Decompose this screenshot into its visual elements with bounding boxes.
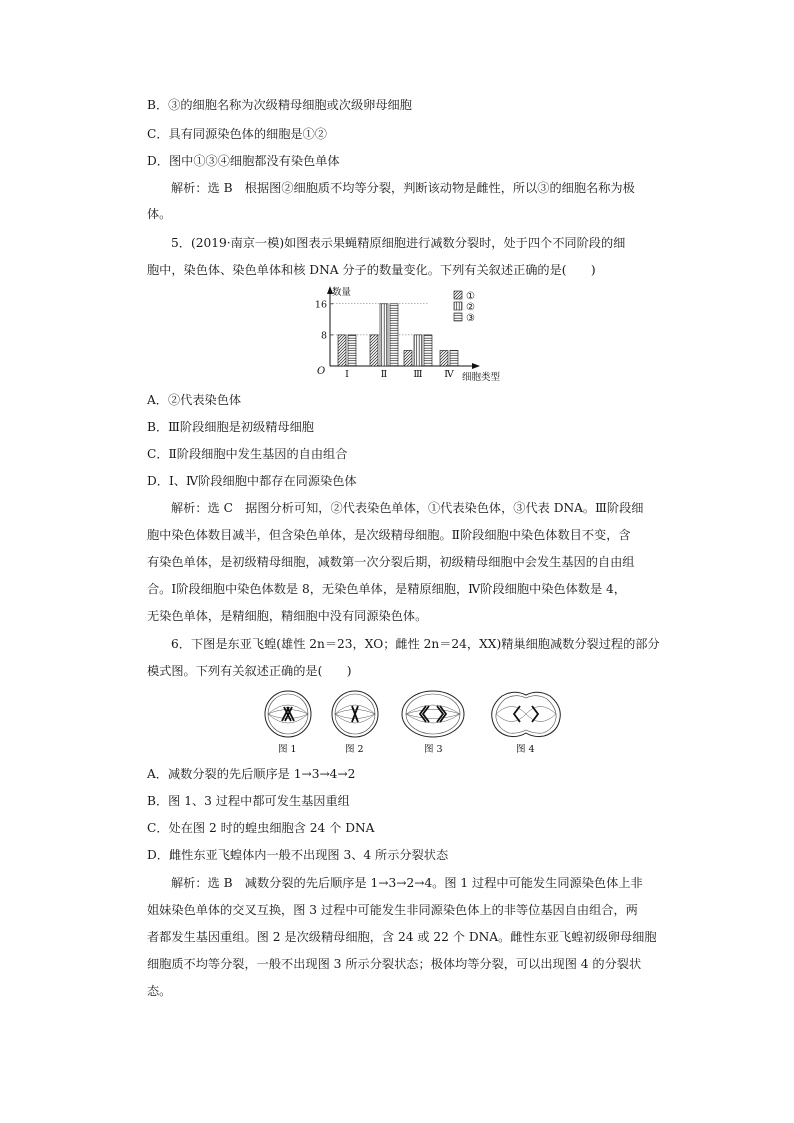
q5-option-d: D．Ⅰ、Ⅳ阶段细胞中都存在同源染色体 <box>147 474 357 488</box>
q6-stem-line-2: 模式图。下列有关叙述正确的是( ) <box>147 664 352 678</box>
q5-explanation-line-3: 有染色单体，是初级精母细胞，减数第一次分裂后期，初级精母细胞中会发生基因的自由组 <box>147 555 635 569</box>
q6-explanation-line-4: 细胞质不均等分裂，一般不出现图 3 所示分裂状态；极体均等分裂，可以出现图 4 的分裂状 <box>147 957 642 971</box>
q6-option-a: A．减数分裂的先后顺序是 1→3→4→2 <box>147 767 356 781</box>
figure-4-label: 图 4 <box>516 744 535 755</box>
chart-ylabel: 数量 <box>332 287 352 298</box>
chart-legend-label: ② <box>466 302 475 313</box>
figure-1-cell <box>265 691 311 737</box>
q4-explanation-line-2: 体。 <box>147 207 172 221</box>
q5-explanation-line-4: 合。Ⅰ阶段细胞中染色体数是 8，无染色单体，是精原细胞，Ⅳ阶段细胞中染色体数是 4， <box>147 582 626 596</box>
chart-bar <box>440 350 448 366</box>
q6-option-b: B．图 1、3 过程中都可发生基因重组 <box>147 794 350 808</box>
chart-bar <box>404 350 412 366</box>
chart-x-tick-label: Ⅲ <box>413 369 423 380</box>
q6-stem-line-1: 6．下图是东亚飞蝗(雄性 2n＝23，XO；雌性 2n＝24，XX)精巢细胞减数分裂过程的部分 <box>171 637 660 651</box>
chart-xlabel: 细胞类型 <box>462 372 501 383</box>
chart-bar <box>414 335 422 366</box>
figure-2-cell <box>332 691 378 737</box>
q6-explanation-line-1: 解析：选 B 减数分裂的先后顺序是 1→3→2→4。图 1 过程中可能发生同源染色体上非 <box>171 876 643 890</box>
figure-2-chromosome <box>352 706 358 722</box>
chart-x-tick-label: Ⅰ <box>345 369 349 380</box>
q6-explanation-line-2: 姐妹染色单体的交叉互换，图 3 过程中可能发生非同源染色体上的非等位基因自由组合，两 <box>147 903 638 917</box>
figure-4-cell <box>492 692 561 736</box>
q6-option-d: D．雌性东亚飞蝗体内一般不出现图 3、4 所示分裂状态 <box>147 848 449 862</box>
chart-bar <box>380 304 388 366</box>
chart-origin-label: O <box>317 366 326 377</box>
chart-legend-swatch <box>454 302 462 310</box>
figure-3-chromosomes <box>420 706 446 722</box>
q5-stem-line-1: 5．(2019·南京一模)如图表示果蝇精原细胞进行减数分裂时，处于四个不同阶段的细 <box>171 236 626 250</box>
chart-legend-swatch <box>454 291 462 299</box>
q5-stem-line-2: 胞中，染色体、染色单体和核 DNA 分子的数量变化。下列有关叙述正确的是( ) <box>147 263 596 277</box>
chart-y-tick-label: 16 <box>314 299 327 311</box>
q5-option-b: B．Ⅲ阶段细胞是初级精母细胞 <box>147 420 314 434</box>
figure-3-label: 图 3 <box>424 744 443 755</box>
q5-bar-chart <box>308 282 528 386</box>
chart-x-tick-label: Ⅳ <box>444 369 454 380</box>
q5-explanation-line-2: 胞中染色体数目减半，但含染色单体，是次级精母细胞。Ⅱ阶段细胞中染色体数目不变，含 <box>147 528 631 542</box>
figure-1-label: 图 1 <box>278 744 297 755</box>
chart-bar <box>338 335 346 366</box>
chart-bar <box>390 304 398 366</box>
chart-legend-label: ③ <box>466 313 475 324</box>
chart-x-axis-arrow <box>472 363 480 369</box>
q6-explanation-line-5: 态。 <box>147 984 172 998</box>
q5-explanation-line-5: 无染色单体，是精细胞，精细胞中没有同源染色体。 <box>147 609 428 623</box>
q4-option-b: B．③的细胞名称为次级精母细胞或次级卵母细胞 <box>147 98 412 112</box>
figure-2-label: 图 2 <box>345 744 364 755</box>
chart-y-tick-label: 8 <box>320 330 327 342</box>
q4-explanation-line-1: 解析：选 B 根据图②细胞质不均等分裂，判断该动物是雌性，所以③的细胞名称为极 <box>171 181 635 195</box>
q6-option-c: C．处在图 2 时的蝗虫细胞含 24 个 DNA <box>147 821 375 835</box>
q4-option-d: D．图中①③④细胞都没有染色单体 <box>147 154 340 168</box>
q6-meiosis-figures <box>258 688 568 758</box>
chart-legend-swatch <box>454 313 462 321</box>
chart-bar <box>370 335 378 366</box>
figure-3-cell <box>402 691 464 737</box>
chart-bar <box>424 335 432 366</box>
chart-legend-label: ① <box>466 291 475 302</box>
q5-explanation-line-1: 解析：选 C 据图分析可知，②代表染色单体，①代表染色体，③代表 DNA。Ⅲ阶段细 <box>171 501 644 515</box>
q5-option-c: C．Ⅱ阶段细胞中发生基因的自由组合 <box>147 447 348 461</box>
q4-option-c: C．具有同源染色体的细胞是①② <box>147 127 327 141</box>
q5-option-a: A．②代表染色体 <box>147 393 242 407</box>
chart-bar <box>450 350 458 366</box>
chart-x-tick-label: Ⅱ <box>380 369 388 380</box>
q6-explanation-line-3: 者都发生基因重组。图 2 是次级精母细胞，含 24 或 22 个 DNA。雌性东亚飞蝗初级卵母细胞 <box>147 930 657 944</box>
chart-bar <box>348 335 356 366</box>
figure-1-chromosomes <box>282 707 294 721</box>
